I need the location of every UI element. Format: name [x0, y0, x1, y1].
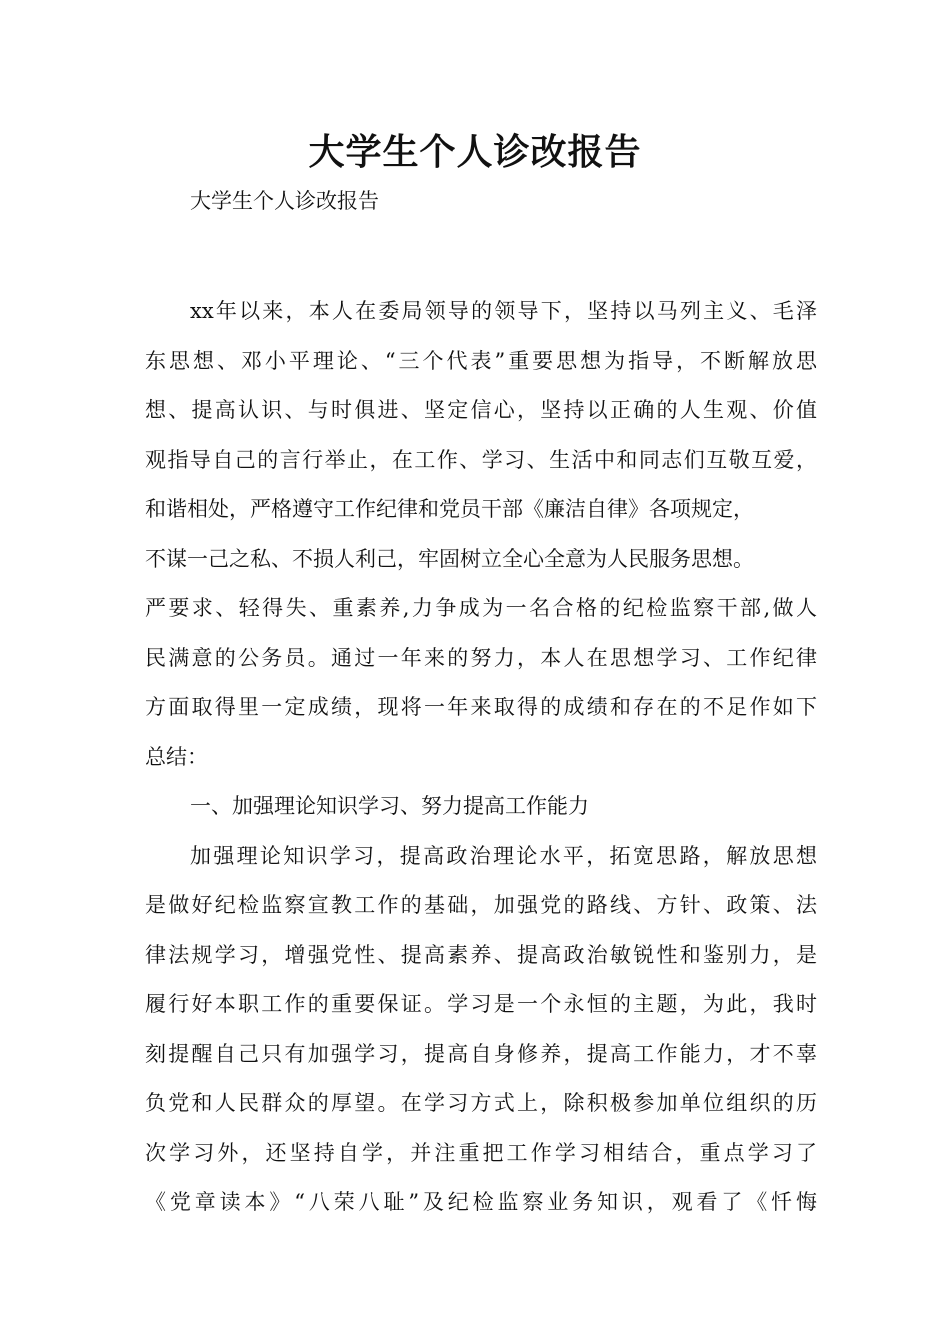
- body-line: 方面取得里一定成绩，现将一年来取得的成绩和存在的不足作如下: [145, 695, 817, 719]
- section-heading: 一、加强理论知识学习、努力提高工作能力: [190, 794, 589, 818]
- body-line: 总结：: [145, 744, 208, 769]
- document-body: [145, 287, 817, 1228]
- body-line: 加强理论知识学习，提高政治理论水平，拓宽思路，解放思想: [190, 843, 817, 868]
- body-line: 履行好本职工作的重要保证。学习是一个永恒的主题，为此，我时: [145, 992, 817, 1016]
- body-line: 不谋一己之私、不损人利己，牢固树立全心全意为人民服务思想。: [145, 546, 754, 571]
- body-line: 想、提高认识、与时俱进、坚定信心，坚持以正确的人生观、价值: [145, 398, 817, 422]
- body-line: 次学习外，还坚持自学，并注重把工作学习相结合，重点学习了: [145, 1140, 817, 1165]
- body-line: 《党章读本》“八荣八耻”及纪检监察业务知识，观看了《忏悔: [145, 1190, 817, 1214]
- body-line: 东思想、邓小平理论、“三个代表”重要思想为指导，不断解放思: [145, 348, 817, 373]
- body-line: 严要求、轻得失、重素养,力争成为一名合格的纪检监察干部,做人: [145, 596, 817, 620]
- body-line: 和谐相处，严格遵守工作纪律和党员干部《廉洁自律》各项规定，: [145, 497, 754, 521]
- document-title: 大学生个人诊改报告: [308, 131, 642, 173]
- body-line: xx年以来，本人在委局领导的领导下，坚持以马列主义、毛泽: [190, 299, 817, 323]
- body-line: 民满意的公务员。通过一年来的努力，本人在思想学习、工作纪律: [145, 645, 817, 670]
- body-line: 律法规学习，增强党性、提高素养、提高政治敏锐性和鉴别力，是: [145, 942, 817, 967]
- document-subtitle: 大学生个人诊改报告: [190, 189, 379, 213]
- body-line: 是做好纪检监察宣教工作的基础，加强党的路线、方针、政策、法: [145, 893, 817, 917]
- body-line: 负党和人民群众的厚望。在学习方式上，除积极参加单位组织的历: [145, 1091, 817, 1115]
- body-line: 刻提醒自己只有加强学习，提高自身修养，提高工作能力，才不辜: [145, 1041, 817, 1066]
- body-line: 观指导自己的言行举止，在工作、学习、生活中和同志们互敬互爱，: [145, 447, 817, 472]
